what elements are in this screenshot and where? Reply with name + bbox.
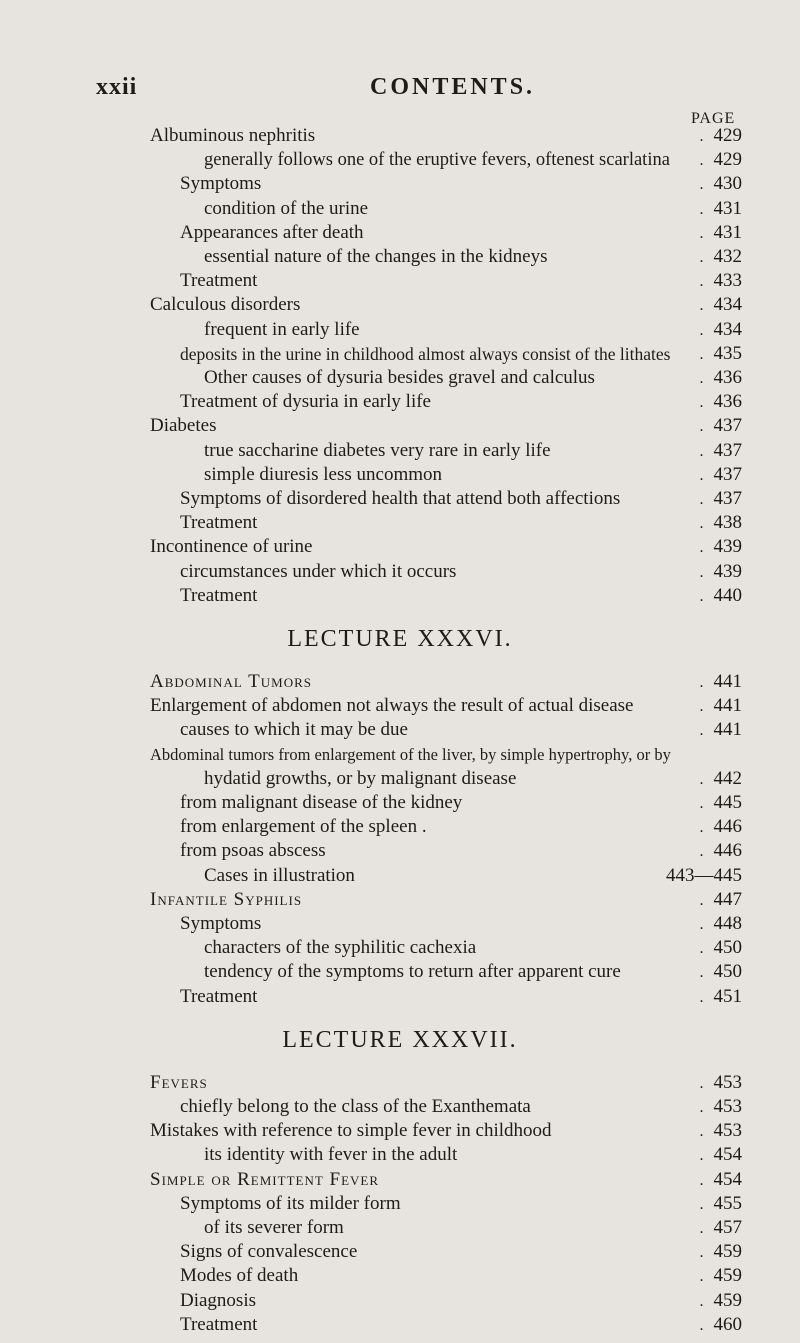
toc-entry: Signs of convalescence . 459 [180,1241,742,1263]
page-number: xxii [96,74,138,100]
toc-entry: Treatment . 433 [180,270,742,292]
toc-entry: Other causes of dysuria besides gravel and calculus . 436 [204,367,742,388]
toc-entry: characters of the syphilitic cachexia . 450 [204,937,742,959]
lecture-heading: LECTURE XXXVI. [287,626,513,652]
toc-entry: Calculous disorders . 434 [150,294,742,316]
toc-entry: Infantile Syphilis . 447 [150,888,742,910]
toc-entry: deposits in the urine in childhood almost always consist of the lithates . 435 [180,342,742,364]
toc-entry: Symptoms . 430 [180,173,742,195]
running-title: CONTENTS. [370,74,536,100]
toc-entry: condition of the urine . 431 [204,197,742,219]
toc-entry: generally follows one of the eruptive fevers, oftenest scarlatina . 429 [204,149,742,171]
toc-entry: essential nature of the changes in the kidneys . 432 [204,246,742,267]
toc-entry: from enlargement of the spleen . . 446 [180,816,742,838]
toc-entry: hydatid growths, or by malignant disease . 442 [204,767,742,789]
toc-entry: Abdominal tumors from enlargement of the liver, by simple hypertrophy, or by [150,744,671,764]
page-column-label: PAGE [691,110,736,127]
toc-entry: Fevers . 453 [150,1071,742,1093]
lecture-heading: LECTURE XXXVII. [282,1026,518,1053]
toc-entry: tendency of the symptoms to return after apparent cure . 450 [204,961,742,983]
toc-entry: chiefly belong to the class of the Exanthemata . 453 [180,1096,742,1117]
toc-entry: Incontinence of urine . 439 [150,536,742,558]
toc-entry: causes to which it may be due . 441 [180,719,742,741]
toc-entry: Simple or Remittent Fever . 454 [150,1168,742,1190]
toc-entry: Treatment . 451 [180,985,742,1007]
toc-entry: Albuminous nephritis . 429 [150,125,742,146]
toc-entry: Mistakes with reference to simple fever in childhood . 453 [150,1120,742,1142]
toc-entry: Treatment . 438 [180,512,742,534]
toc-entry: Symptoms of disordered health that attend both affections . 437 [180,488,742,509]
toc-entry: Enlargement of abdomen not always the result of actual disease . 441 [150,695,742,717]
toc-entry: Symptoms of its milder form . 455 [180,1192,742,1214]
toc-entry: Abdominal Tumors . 441 [150,671,742,692]
toc-entry: Cases in illustration 443—445 [204,864,742,886]
toc-entry: Symptoms . 448 [180,913,742,934]
toc-entry: circumstances under which it occurs . 439 [180,560,742,582]
toc-entry: true saccharine diabetes very rare in early life . 437 [204,439,742,461]
toc-entry: simple diuresis less uncommon . 437 [204,463,742,485]
toc-entry: Modes of death . 459 [180,1265,742,1287]
toc-entry: its identity with fever in the adult . 454 [204,1144,742,1166]
toc-entry: Appearances after death . 431 [180,221,742,243]
toc-entry: Treatment of dysuria in early life . 436 [180,391,742,413]
toc-entry: frequent in early life . 434 [204,318,742,340]
toc-entry: Diagnosis . 459 [180,1289,742,1311]
toc-entry: of its severer form . 457 [204,1217,742,1238]
toc-entry: Treatment . 460 [180,1313,742,1335]
page-header [0,74,800,104]
toc-entry: Treatment . 440 [180,584,742,606]
toc-entry: Diabetes . 437 [150,415,742,437]
toc-entry: from malignant disease of the kidney . 445 [180,792,742,813]
toc-entry: from psoas abscess . 446 [180,840,742,862]
